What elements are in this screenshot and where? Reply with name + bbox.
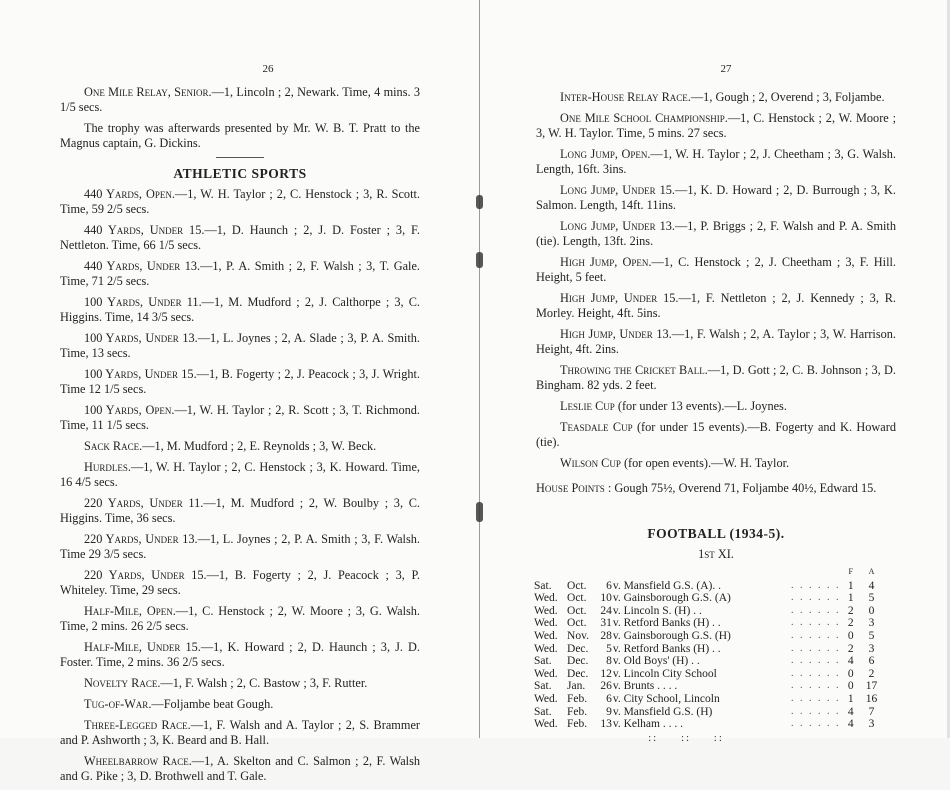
- fixture-date: 8: [606, 655, 612, 668]
- event-text: —1, P. Briggs ; 2, F. Walsh and P. A. Smith (tie). Length, 13ft. 2ins.: [536, 219, 896, 248]
- event-title: Three-Legged Race.: [84, 718, 191, 732]
- event-text: —1, W. H. Taylor ; 2, C. Henstock ; 3, R. Scott. Time, 59 2/5 secs.: [60, 187, 420, 216]
- fixture-month: Jan.: [567, 680, 586, 693]
- leader-dots: . . . . . .: [791, 642, 841, 654]
- event-title: Sack Race.: [84, 439, 143, 453]
- fixture-row: [534, 668, 882, 681]
- event-title: Half-Mile, Under 15.: [84, 640, 201, 654]
- fixture-date: 9: [606, 705, 612, 718]
- fixture-month: Oct.: [567, 579, 587, 592]
- event-text: —1, W. H. Taylor ; 2, J. Cheetham ; 3, G. Walsh. Length, 16ft. 3ins.: [536, 147, 897, 176]
- event-title: Novelty Race.: [84, 676, 161, 690]
- event-title: One Mile Relay, Senior.: [84, 85, 212, 99]
- fixture-day: Sat.: [534, 579, 552, 592]
- staple-mark: [476, 252, 483, 268]
- fixture-date: 24: [600, 604, 612, 617]
- leader-dots: . . . . . .: [791, 604, 841, 616]
- goals-against: 0: [868, 604, 875, 617]
- fixture-month: Oct.: [567, 604, 587, 617]
- event-result: [60, 403, 420, 433]
- event-text: —1, F. Nettleton ; 2, J. Kennedy ; 3, R. Morley. Height, 4ft. 5ins.: [536, 291, 896, 320]
- event-text: —1, F. Walsh ; 2, C. Bastow ; 3, F. Rutter.: [160, 676, 368, 690]
- goals-against: 5: [868, 629, 875, 642]
- event-title: Leslie Cup: [560, 399, 615, 413]
- event-text: —1, W. H. Taylor ; 2, R. Scott ; 3, T. Richmond. Time, 11 1/5 secs.: [60, 403, 420, 432]
- event-text: —1, B. Fogerty ; 2, J. Peacock ; 3, J. Wright. Time 12 1/5 secs.: [60, 367, 420, 396]
- right-column: [536, 90, 896, 746]
- event-result: [60, 754, 420, 784]
- fixture-day: Wed.: [534, 592, 558, 605]
- fixture-day: Wed.: [534, 642, 558, 655]
- event-title: High Jump, Open.: [560, 255, 652, 269]
- goals-for: 2: [847, 617, 854, 630]
- house-points-label: House Points: [536, 481, 605, 495]
- goals-for: 2: [847, 604, 854, 617]
- fixtures-header-row: [534, 566, 882, 580]
- fixture-date: 5: [606, 642, 612, 655]
- fixture-date: 26: [600, 680, 612, 693]
- column-header-against: A: [868, 567, 875, 576]
- event-text: (for under 13 events).—L. Joynes.: [614, 399, 787, 413]
- event-title: Inter-House Relay Race.: [560, 90, 691, 104]
- fixture-day: Sat.: [534, 655, 552, 668]
- event-result: [536, 219, 896, 249]
- event-text: —1, Lincoln ; 2, Newark. Time, 4 mins. 3 1/5 secs.: [60, 85, 420, 114]
- fixture-opponent: v. Mansfield G.S. (A). .: [612, 579, 721, 592]
- event-title: 440 Yards, Under 13.: [84, 259, 201, 273]
- fixture-day: Sat.: [534, 680, 552, 693]
- event-text: —1, F. Walsh and A. Taylor ; 2, S. Brammer and P. Ashworth ; 3, K. Beard and B. Hall.: [60, 718, 420, 747]
- fixture-month: Dec.: [567, 667, 589, 680]
- staple-mark: [476, 195, 483, 209]
- house-points-values: : Gough 75½, Overend 71, Foljambe 40½, Edward 15.: [604, 481, 877, 495]
- page-number-left: 26: [262, 63, 274, 75]
- event-text: —1, F. Walsh ; 2, A. Taylor ; 3, W. Harrison. Height, 4ft. 2ins.: [536, 327, 896, 356]
- fixture-opponent: v. Gainsborough G.S. (H): [612, 629, 731, 642]
- leader-dots: . . . . . .: [791, 617, 841, 629]
- event-text: —1, W. H. Taylor ; 2, C. Henstock ; 3, K. Howard. Time, 16 4/5 secs.: [60, 460, 420, 489]
- goals-against: 3: [868, 718, 875, 731]
- event-result: [60, 259, 420, 289]
- event-result: [60, 604, 420, 634]
- goals-against: 6: [868, 655, 875, 668]
- event-result: [60, 223, 420, 253]
- fixture-row: [534, 680, 882, 693]
- event-result: [536, 111, 896, 141]
- event-text: —1, C. Henstock ; 2, W. Moore ; 3, G. Walsh. Time, 2 mins. 26 2/5 secs.: [60, 604, 421, 633]
- event-title: 220 Yards, Under 11.: [84, 496, 204, 510]
- event-text: (for under 15 events).—B. Fogerty and K. Howard (tie).: [536, 420, 896, 449]
- event-title: Tug-of-War.: [84, 697, 152, 711]
- event-title: 100 Yards, Open.: [84, 403, 175, 417]
- event-text: —1, B. Fogerty ; 2, J. Peacock ; 3, P. Whiteley. Time, 29 secs.: [60, 568, 420, 597]
- fixture-month: Oct.: [567, 617, 587, 630]
- goals-for: 1: [847, 579, 854, 592]
- goals-against: 5: [868, 592, 875, 605]
- page-number-right: 27: [720, 63, 732, 75]
- fixture-day: Wed.: [534, 667, 558, 680]
- column-header-for: F: [848, 567, 853, 576]
- fixture-row: [534, 706, 882, 719]
- event-text: —1, M. Mudford ; 2, W. Boulby ; 3, C. Higgins. Time, 36 secs.: [60, 496, 421, 525]
- leader-dots: . . . . . .: [791, 718, 841, 730]
- event-result: [536, 147, 896, 177]
- section-divider: [216, 157, 264, 158]
- goals-for: 0: [847, 680, 854, 693]
- fixture-day: Wed.: [534, 604, 558, 617]
- event-result: [60, 331, 420, 361]
- event-title: 100 Yards, Under 13.: [84, 331, 198, 345]
- fixture-month: Oct.: [567, 592, 587, 605]
- goals-for: 4: [847, 705, 854, 718]
- fixture-opponent: v. City School, Lincoln: [612, 692, 720, 705]
- leader-dots: . . . . . .: [791, 680, 841, 692]
- event-result: [60, 496, 420, 526]
- event-text: —1, L. Joynes ; 2, A. Slade ; 3, P. A. Smith. Time, 13 secs.: [60, 331, 420, 360]
- fixture-row: [534, 643, 882, 656]
- event-text: —1, D. Haunch ; 2, J. D. Foster ; 3, F. Nettleton. Time, 66 1/5 secs.: [60, 223, 420, 252]
- goals-against: 3: [868, 642, 875, 655]
- event-result: [536, 456, 896, 471]
- fixture-opponent: v. Brunts . . . .: [612, 680, 678, 693]
- fixture-opponent: v. Mansfield G.S. (H): [612, 705, 713, 718]
- event-title: Wheelbarrow Race.: [84, 754, 192, 768]
- fixture-month: Nov.: [567, 629, 589, 642]
- fixture-row: [534, 718, 882, 731]
- event-title: One Mile School Championship.: [560, 111, 728, 125]
- event-title: 220 Yards, Under 13.: [84, 532, 198, 546]
- goals-against: 16: [865, 692, 878, 705]
- trophy-note: The trophy was afterwards presented by Mr. W. B. T. Pratt to the Magnus captain, G. Dickins.: [60, 121, 420, 150]
- event-result: [536, 399, 896, 414]
- team-subheading: 1st XI.: [698, 547, 734, 561]
- event-result: [60, 532, 420, 562]
- fixture-opponent: v. Kelham . . . .: [612, 718, 683, 731]
- football-heading: FOOTBALL (1934-5).: [647, 526, 785, 541]
- leader-dots: . . . . . .: [791, 692, 841, 704]
- event-title: 100 Yards, Under 11.: [84, 295, 202, 309]
- event-result: [536, 291, 896, 321]
- fixture-day: Wed.: [534, 617, 558, 630]
- staple-mark: [476, 502, 483, 522]
- leader-dots: . . . . . .: [791, 705, 841, 717]
- event-title: Hurdles.: [84, 460, 131, 474]
- event-result: [60, 568, 420, 598]
- event-text: —1, P. A. Smith ; 2, F. Walsh ; 3, T. Gale. Time, 71 2/5 secs.: [60, 259, 420, 288]
- left-column: [60, 85, 420, 790]
- goals-for: 2: [847, 642, 854, 655]
- event-result: [536, 420, 896, 450]
- event-title: Teasdale Cup: [560, 420, 633, 434]
- event-title: 440 Yards, Open.: [84, 187, 175, 201]
- fixture-month: Feb.: [567, 705, 588, 718]
- event-title: Throwing the Cricket Ball.: [560, 363, 708, 377]
- event-title: Wilson Cup: [560, 456, 621, 470]
- fixture-row: [534, 693, 882, 706]
- event-title: High Jump, Under 13.: [560, 327, 672, 341]
- fixture-month: Dec.: [567, 655, 589, 668]
- house-points: [536, 481, 896, 496]
- leader-dots: . . . . . .: [791, 592, 841, 604]
- fixtures-table: [534, 566, 882, 731]
- fixture-day: Wed.: [534, 692, 558, 705]
- goals-for: 4: [847, 655, 854, 668]
- event-result: [60, 676, 420, 691]
- goals-for: 1: [847, 692, 854, 705]
- right-events-list: [536, 90, 896, 471]
- event-text: —1, D. Gott ; 2, C. B. Johnson ; 3, D. Bingham. 82 yds. 2 feet.: [536, 363, 896, 392]
- fixture-date: 12: [600, 667, 612, 680]
- event-result: [60, 697, 420, 712]
- goals-against: 3: [868, 617, 875, 630]
- event-text: —1, C. Henstock ; 2, W. Moore ; 3, W. H. Taylor. Time, 5 mins. 27 secs.: [536, 111, 896, 140]
- event-title: 440 Yards, Under 15.: [84, 223, 205, 237]
- event-title: Long Jump, Under 13.: [560, 219, 675, 233]
- event-title: 220 Yards, Under 15.: [84, 568, 207, 582]
- event-result: [60, 187, 420, 217]
- fixture-row: [534, 617, 882, 630]
- event-result: [60, 460, 420, 490]
- event-result: [536, 363, 896, 393]
- event-title: High Jump, Under 15.: [560, 291, 679, 305]
- goals-for: 1: [847, 592, 854, 605]
- relay-result: [60, 85, 420, 115]
- leader-dots: . . . . . .: [791, 667, 841, 679]
- event-text: —Foljambe beat Gough.: [151, 697, 274, 711]
- fixture-month: Feb.: [567, 692, 588, 705]
- fixture-month: Feb.: [567, 718, 588, 731]
- goals-against: 7: [868, 705, 875, 718]
- event-text: (for open events).—W. H. Taylor.: [620, 456, 790, 470]
- leader-dots: . . . . . .: [791, 655, 841, 667]
- fixture-row: [534, 630, 882, 643]
- goals-for: 0: [847, 667, 854, 680]
- event-result: [60, 295, 420, 325]
- event-result: [536, 255, 896, 285]
- event-text: —1, Gough ; 2, Overend ; 3, Foljambe.: [690, 90, 885, 104]
- event-text: —1, M. Mudford ; 2, E. Reynolds ; 3, W. Beck.: [142, 439, 377, 453]
- fixture-opponent: v. Lincoln City School: [612, 667, 717, 680]
- left-events-list: [60, 187, 420, 784]
- leader-dots: . . . . . .: [791, 629, 841, 641]
- event-text: —1, K. Howard ; 2, D. Haunch ; 3, J. D. Foster. Time, 2 mins. 36 2/5 secs.: [60, 640, 420, 669]
- fixture-opponent: v. Retford Banks (H) . .: [612, 617, 721, 630]
- event-result: [60, 439, 420, 454]
- goals-against: 17: [865, 680, 878, 693]
- event-text: —1, M. Mudford ; 2, J. Calthorpe ; 3, C. Higgins. Time, 14 3/5 secs.: [60, 295, 421, 324]
- fixture-opponent: v. Old Boys' (H) . .: [612, 655, 700, 668]
- fixture-month: Dec.: [567, 642, 589, 655]
- fixture-opponent: v. Gainsborough G.S. (A): [612, 592, 731, 605]
- event-text: —1, K. D. Howard ; 2, D. Burrough ; 3, K. Salmon. Length, 14ft. 11ins.: [536, 183, 896, 212]
- event-result: [60, 718, 420, 748]
- fixture-date: 31: [600, 617, 612, 630]
- event-title: Half-Mile, Open.: [84, 604, 176, 618]
- fixture-day: Sat.: [534, 705, 552, 718]
- fixture-date: 10: [600, 592, 612, 605]
- event-result: [536, 90, 896, 105]
- fixture-date: 6: [606, 579, 612, 592]
- fixture-opponent: v. Lincoln S. (H) . .: [612, 604, 702, 617]
- fixture-row: [534, 592, 882, 605]
- fixture-opponent: v. Retford Banks (H) . .: [612, 642, 721, 655]
- fixture-row: [534, 655, 882, 668]
- leader-dots: . . . . . .: [791, 579, 841, 591]
- athletic-sports-heading: ATHLETIC SPORTS: [173, 166, 307, 181]
- fixture-day: Wed.: [534, 718, 558, 731]
- end-ornament: :: :: ::: [648, 731, 724, 744]
- goals-against: 4: [868, 579, 875, 592]
- fixture-row: [534, 580, 882, 593]
- event-text: —1, C. Henstock ; 2, J. Cheetham ; 3, F. Hill. Height, 5 feet.: [536, 255, 897, 284]
- event-title: 100 Yards, Under 15.: [84, 367, 197, 381]
- fixture-date: 6: [606, 692, 612, 705]
- fixture-row: [534, 605, 882, 618]
- goals-for: 0: [847, 629, 854, 642]
- event-result: [60, 367, 420, 397]
- fixture-day: Wed.: [534, 629, 558, 642]
- event-result: [536, 327, 896, 357]
- goals-for: 4: [847, 718, 854, 731]
- fixture-date: 13: [600, 718, 612, 731]
- fixture-date: 28: [600, 629, 612, 642]
- event-title: Long Jump, Open.: [560, 147, 651, 161]
- goals-against: 2: [868, 667, 875, 680]
- book-spine-fold: [479, 0, 480, 738]
- event-result: [536, 183, 896, 213]
- event-result: [60, 640, 420, 670]
- event-text: —1, A. Skelton and C. Salmon ; 2, F. Walsh and G. Pike ; 3, D. Brothwell and T. Gale.: [60, 754, 420, 783]
- event-text: —1, L. Joynes ; 2, P. A. Smith ; 3, F. Walsh. Time 29 3/5 secs.: [60, 532, 420, 561]
- event-title: Long Jump, Under 15.: [560, 183, 676, 197]
